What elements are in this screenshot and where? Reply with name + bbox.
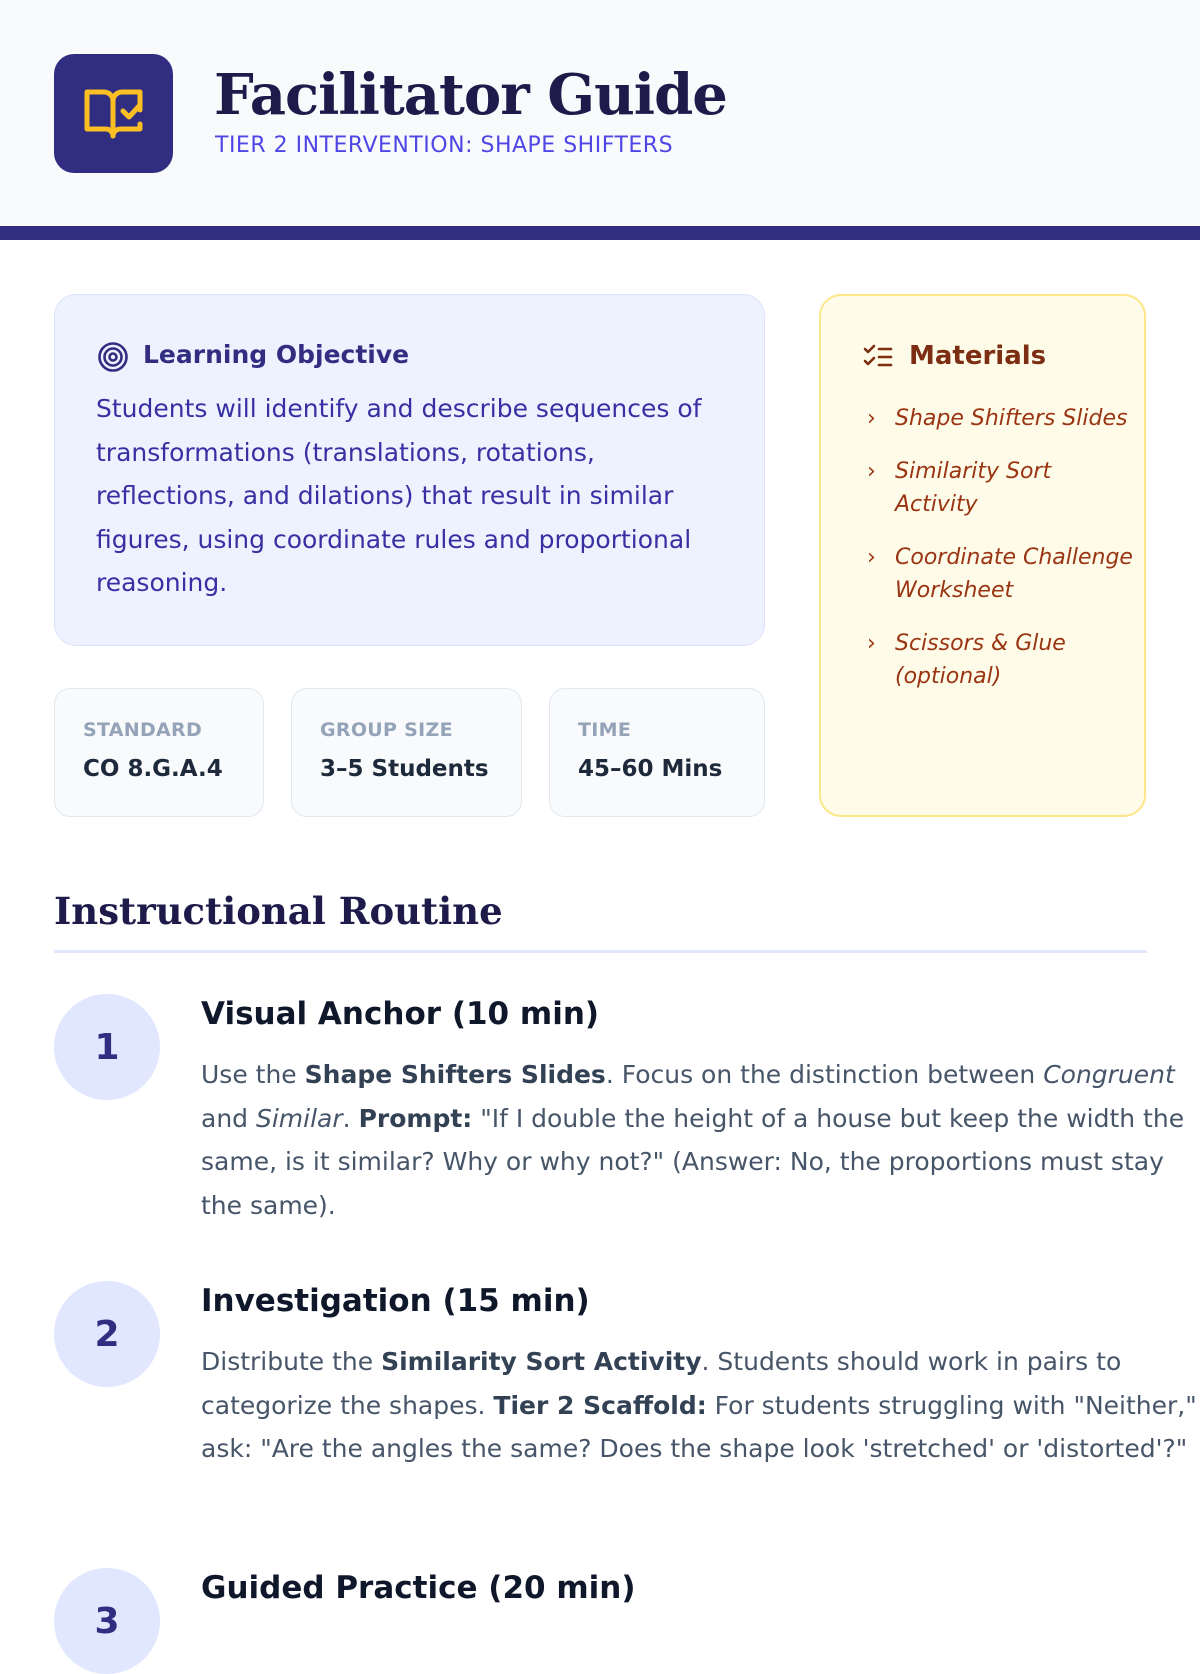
- section-title: Instructional Routine: [54, 889, 503, 933]
- step-number: 2: [54, 1281, 160, 1387]
- materials-item: [863, 402, 1133, 436]
- stat-label: GROUP SIZE: [320, 719, 453, 741]
- page-subtitle: TIER 2 INTERVENTION: SHAPE SHIFTERS: [215, 133, 674, 158]
- step-description: Distribute the Similarity Sort Activity. Students should work in pairs to categorize the shapes. Tier 2 Scaffold: For students struggling with "Neither," ask: "Are the angles the same? Does the shape look 'stretched' or 'distorted'?": [201, 1347, 1197, 1463]
- stat-value: CO 8.G.A.4: [83, 756, 223, 782]
- section-divider: [54, 950, 1147, 953]
- stat-value: 45–60 Mins: [578, 756, 723, 782]
- step-number: 1: [54, 994, 160, 1100]
- chevron-right-icon: ›: [867, 458, 876, 484]
- step-title: Guided Practice (20 min): [201, 1570, 636, 1606]
- materials-item: [863, 627, 1133, 694]
- chevron-right-icon: ›: [867, 630, 876, 656]
- materials-item-label: Similarity Sort Activity: [895, 458, 1052, 517]
- stat-standard: [54, 688, 264, 817]
- materials-item: [863, 455, 1133, 522]
- materials-card: [819, 294, 1146, 817]
- stat-time: [549, 688, 765, 817]
- step-number: 3: [54, 1568, 160, 1674]
- stat-value: 3–5 Students: [320, 756, 489, 782]
- step-title: Investigation (15 min): [201, 1283, 590, 1319]
- target-icon: [97, 341, 129, 373]
- checklist-icon: [863, 344, 893, 370]
- materials-item: [863, 541, 1133, 608]
- stat-label: TIME: [578, 719, 632, 741]
- materials-item-label: Coordinate Challenge Worksheet: [895, 544, 1133, 603]
- objective-title: Learning Objective: [143, 340, 410, 369]
- page-title: Facilitator Guide: [214, 62, 727, 128]
- chevron-right-icon: ›: [867, 544, 876, 570]
- objective-text: Students will identify and describe sequences of transformations (translations, rotations, reflections, and dilations) that result in similar figures, using coordinate rules and proportional reasoning.: [96, 394, 702, 597]
- materials-list: [863, 402, 1133, 713]
- step-title: Visual Anchor (10 min): [201, 996, 600, 1032]
- materials-item-label: Shape Shifters Slides: [895, 406, 1128, 431]
- step-description: Use the Shape Shifters Slides. Focus on the distinction between Congruent and Similar. Prompt: "If I double the height of a house but keep the width the same, is it similar? Why or why not?" (Answer: No, the proportions must stay the same).: [201, 1060, 1185, 1220]
- chevron-right-icon: ›: [867, 406, 876, 431]
- materials-title: Materials: [909, 341, 1047, 371]
- learning-objective-card: [54, 294, 765, 646]
- page-header: [0, 0, 1200, 240]
- book-check-icon: [82, 84, 146, 144]
- logo: [54, 54, 173, 173]
- materials-item-label: Scissors & Glue (optional): [895, 630, 1066, 689]
- stat-group-size: [291, 688, 522, 817]
- stat-label: STANDARD: [83, 719, 203, 741]
